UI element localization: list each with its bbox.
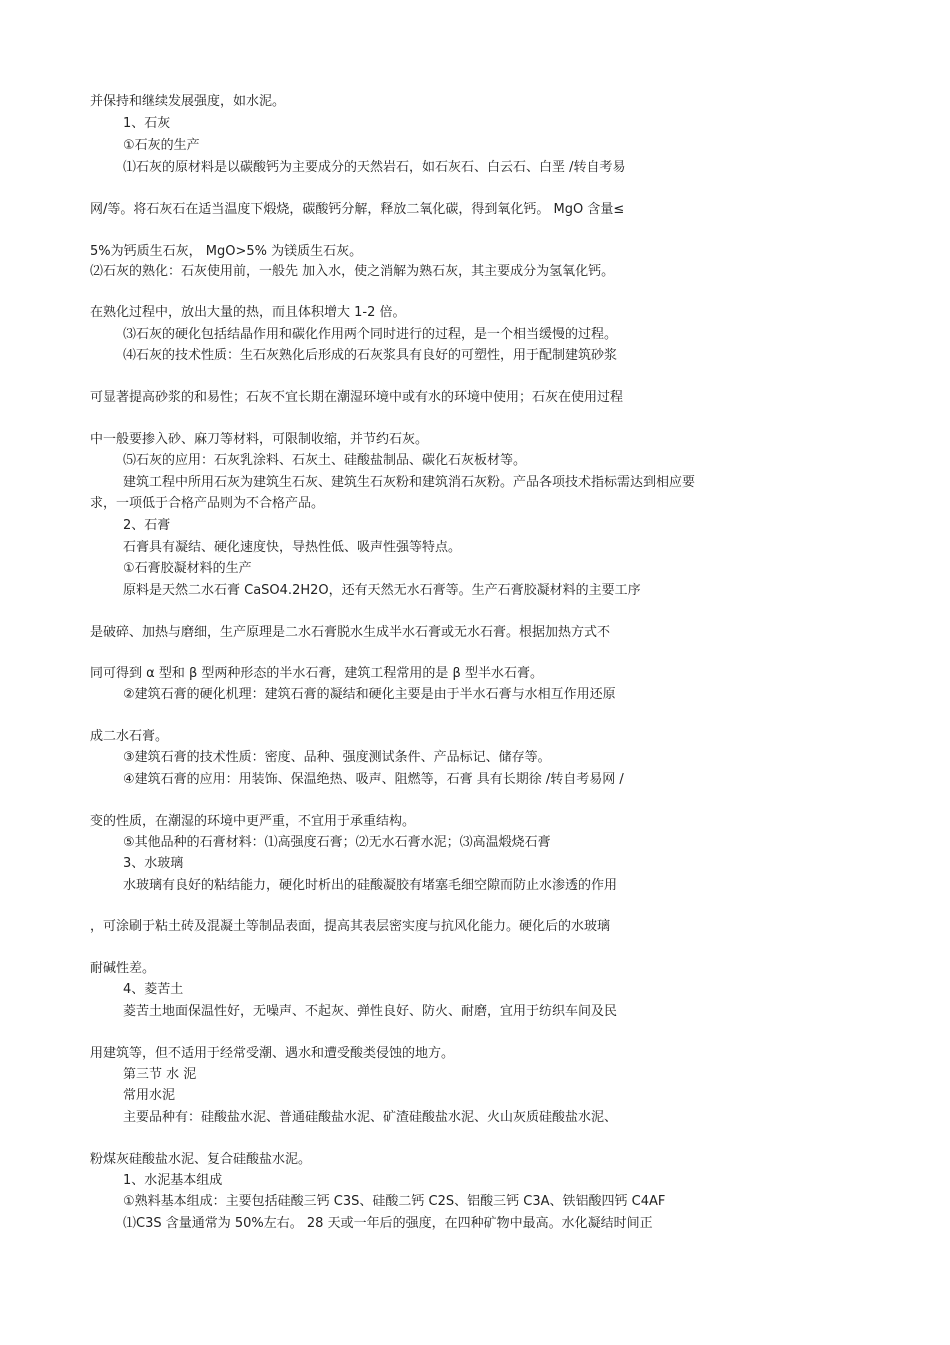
text-line: ⑷石灰的技术性质：生石灰熟化后形成的石灰浆具有良好的可塑性，用于配制建筑砂浆	[123, 348, 618, 363]
text-line: 是破碎、加热与磨细，生产原理是二水石膏脱水生成半水石膏或无水石膏。根据加热方式不	[90, 625, 611, 640]
text-line: 求，一项低于合格产品则为不合格产品。	[90, 496, 325, 511]
text-line: 并保持和继续发展强度，如水泥。	[90, 94, 286, 109]
text-line: 耐碱性差。	[90, 961, 156, 976]
text-line: 水玻璃有良好的粘结能力，硬化时析出的硅酸凝胶有堵塞毛细空隙而防止水渗透的作用	[123, 878, 618, 893]
text-line: 用建筑等，但不适用于经常受潮、遇水和遭受酸类侵蚀的地方。	[90, 1046, 455, 1061]
text-line: ③建筑石膏的技术性质：密度、品种、强度测试条件、产品标记、储存等。	[123, 750, 551, 765]
text-line: ⑵石灰的熟化：石灰使用前，一般先 加入水，使之消解为熟石灰，其主要成分为氢氧化钙。	[90, 264, 615, 279]
text-line: ⑤其他品种的石膏材料：⑴高强度石膏；⑵无水石膏水泥；⑶高温煅烧石膏	[123, 835, 551, 850]
section-heading-gypsum: 2、石膏	[123, 518, 171, 533]
text-line: ②建筑石膏的硬化机理：建筑石膏的凝结和硬化主要是由于半水石膏与水相互作用还原	[123, 687, 616, 702]
text-line: 可显著提高砂浆的和易性；石灰不宜长期在潮湿环境中或有水的环境中使用；石灰在使用过程	[90, 390, 624, 405]
section-heading-water-glass: 3、水玻璃	[123, 856, 184, 871]
text-line: 网/等。将石灰石在适当温度下煅烧，碳酸钙分解，释放二氧化碳，得到氧化钙。 MgO 含量≤	[90, 202, 625, 217]
text-line: 5%为钙质生石灰， MgO>5% 为镁质生石灰。	[90, 244, 363, 259]
section-heading-lime: 1、石灰	[123, 116, 171, 131]
text-line: 中一般要掺入砂、麻刀等材料，可限制收缩，并节约石灰。	[90, 432, 429, 447]
text-line: 建筑工程中所用石灰为建筑生石灰、建筑生石灰粉和建筑消石灰粉。产品各项技术指标需达到相应要	[123, 475, 696, 490]
text-line: ⑸石灰的应用：石灰乳涂料、石灰土、硅酸盐制品、碳化石灰板材等。	[123, 453, 527, 468]
subsection-heading: ①石灰的生产	[123, 138, 200, 153]
text-line: 同可得到 α 型和 β 型两种形态的半水石膏，建筑工程常用的是 β 型半水石膏。	[90, 666, 543, 681]
text-line: 菱苦土地面保温性好，无噪声、不起灰、弹性良好、防火、耐磨，宜用于纺织车间及民	[123, 1004, 618, 1019]
text-line: 石膏具有凝结、硬化速度快，导热性低、吸声性强等特点。	[123, 540, 462, 555]
text-line: ④建筑石膏的应用：用装饰、保温绝热、吸声、阻燃等，石膏 具有长期徐 /转自考易网 /	[123, 772, 624, 787]
text-line: ⑴C3S 含量通常为 50%左右。 28 天或一年后的强度，在四种矿物中最高。水化凝结时间正	[123, 1216, 653, 1231]
subsection-heading: ①石膏胶凝材料的生产	[123, 561, 252, 576]
section-heading-cement-composition: 1、水泥基本组成	[123, 1173, 223, 1188]
chapter-heading-cement: 第三节 水 泥	[123, 1067, 197, 1082]
section-heading-magnesia: 4、菱苦土	[123, 982, 184, 997]
subsection-heading: 常用水泥	[123, 1088, 176, 1103]
text-line: 成二水石膏。	[90, 729, 169, 744]
text-line: ，可涂刷于粘土砖及混凝土等制品表面，提高其表层密实度与抗风化能力。硬化后的水玻璃	[90, 919, 611, 934]
text-line: ①熟料基本组成：主要包括硅酸三钙 C3S、硅酸二钙 C2S、铝酸三钙 C3A、铁铝酸四钙 C4AF	[123, 1194, 666, 1209]
text-line: ⑴石灰的原材料是以碳酸钙为主要成分的天然岩石，如石灰石、白云石、白垩 /转自考易	[123, 160, 626, 175]
text-line: 主要品种有：硅酸盐水泥、普通硅酸盐水泥、矿渣硅酸盐水泥、火山灰质硅酸盐水泥、	[123, 1110, 618, 1125]
text-line: 原料是天然二水石膏 CaSO4.2H2O，还有天然无水石膏等。生产石膏胶凝材料的主要工序	[123, 583, 641, 598]
text-line: 变的性质，在潮湿的环境中更严重，不宜用于承重结构。	[90, 814, 416, 829]
text-line: 在熟化过程中，放出大量的热，而且体积增大 1-2 倍。	[90, 305, 406, 320]
text-line: 粉煤灰硅酸盐水泥、复合硅酸盐水泥。	[90, 1152, 312, 1167]
text-line: ⑶石灰的硬化包括结晶作用和碳化作用两个同时进行的过程，是一个相当缓慢的过程。	[123, 327, 618, 342]
